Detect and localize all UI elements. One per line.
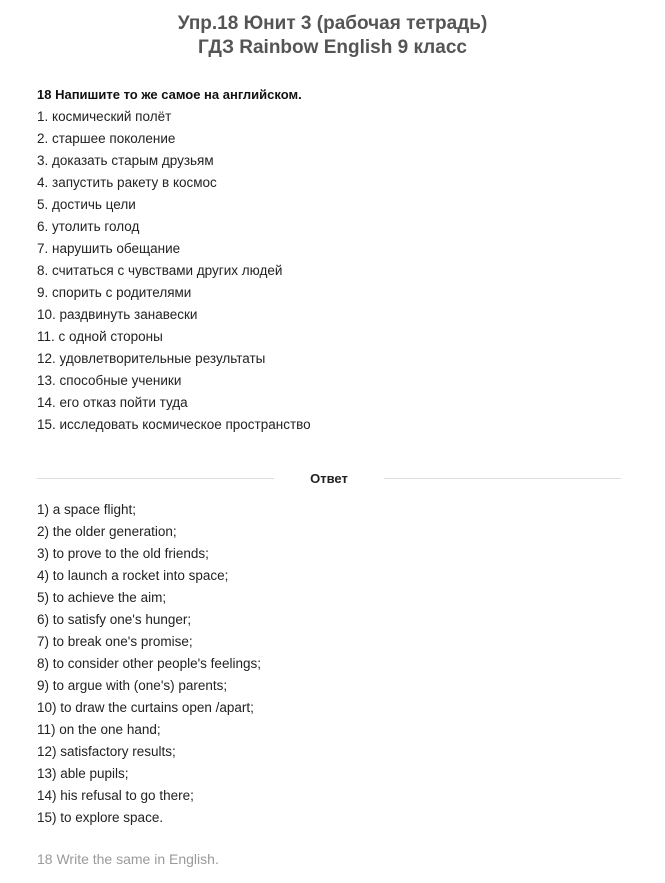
answer-item: 11) on the one hand; — [37, 722, 161, 737]
divider-rule-left — [37, 478, 274, 479]
answer-item: 7) to break one's promise; — [37, 634, 193, 649]
answer-item: 5) to achieve the aim; — [37, 590, 167, 605]
answer-item: 15) to explore space. — [37, 810, 164, 825]
answer-item: 2) the older generation; — [37, 524, 177, 539]
task-item: 8. считаться с чувствами других людей — [37, 263, 283, 278]
page-header — [0, 12, 665, 60]
answer-item: 14) his refusal to go there; — [37, 788, 194, 803]
answer-heading: Ответ — [310, 471, 348, 486]
task-item: 12. удовлетворительные результаты — [37, 351, 266, 366]
page-title-line-1: Упр.18 Юнит 3 (рабочая тетрадь) — [177, 13, 488, 34]
answer-item: 6) to satisfy one's hunger; — [37, 612, 192, 627]
task-item: 9. спорить с родителями — [37, 285, 192, 300]
task-item: 6. утолить голод — [37, 219, 140, 234]
task-title: 18 Напишите то же самое на английском. — [37, 87, 302, 102]
task-item: 13. способные ученики — [37, 373, 182, 388]
page-title-line-2: ГДЗ Rainbow English 9 класс — [198, 37, 467, 58]
task-item: 10. раздвинуть занавески — [37, 307, 198, 322]
answer-item: 8) to consider other people's feelings; — [37, 656, 261, 671]
task-item: 5. достичь цели — [37, 197, 136, 212]
task-section — [37, 84, 627, 436]
answer-divider — [37, 468, 621, 490]
answer-item: 3) to prove to the old friends; — [37, 546, 209, 561]
task-item: 4. запустить ракету в космос — [37, 175, 217, 190]
answer-list — [37, 499, 627, 829]
english-task-note: 18 Write the same in English. — [37, 851, 219, 867]
answer-item: 12) satisfactory results; — [37, 744, 176, 759]
answer-item: 1) a space flight; — [37, 502, 137, 517]
task-item: 3. доказать старым друзьям — [37, 153, 214, 168]
answer-item: 10) to draw the curtains open /apart; — [37, 700, 254, 715]
task-item: 7. нарушить обещание — [37, 241, 181, 256]
task-item: 14. его отказ пойти туда — [37, 395, 188, 410]
divider-rule-right — [384, 478, 621, 479]
answer-item: 13) able pupils; — [37, 766, 129, 781]
task-item: 15. исследовать космическое пространство — [37, 417, 311, 432]
task-item: 2. старшее поколение — [37, 131, 176, 146]
task-item: 1. космический полёт — [37, 109, 172, 124]
answer-item: 4) to launch a rocket into space; — [37, 568, 229, 583]
task-item: 11. с одной стороны — [37, 329, 163, 344]
task-list — [37, 106, 627, 436]
answer-item: 9) to argue with (one's) parents; — [37, 678, 228, 693]
answers-section — [37, 499, 627, 829]
